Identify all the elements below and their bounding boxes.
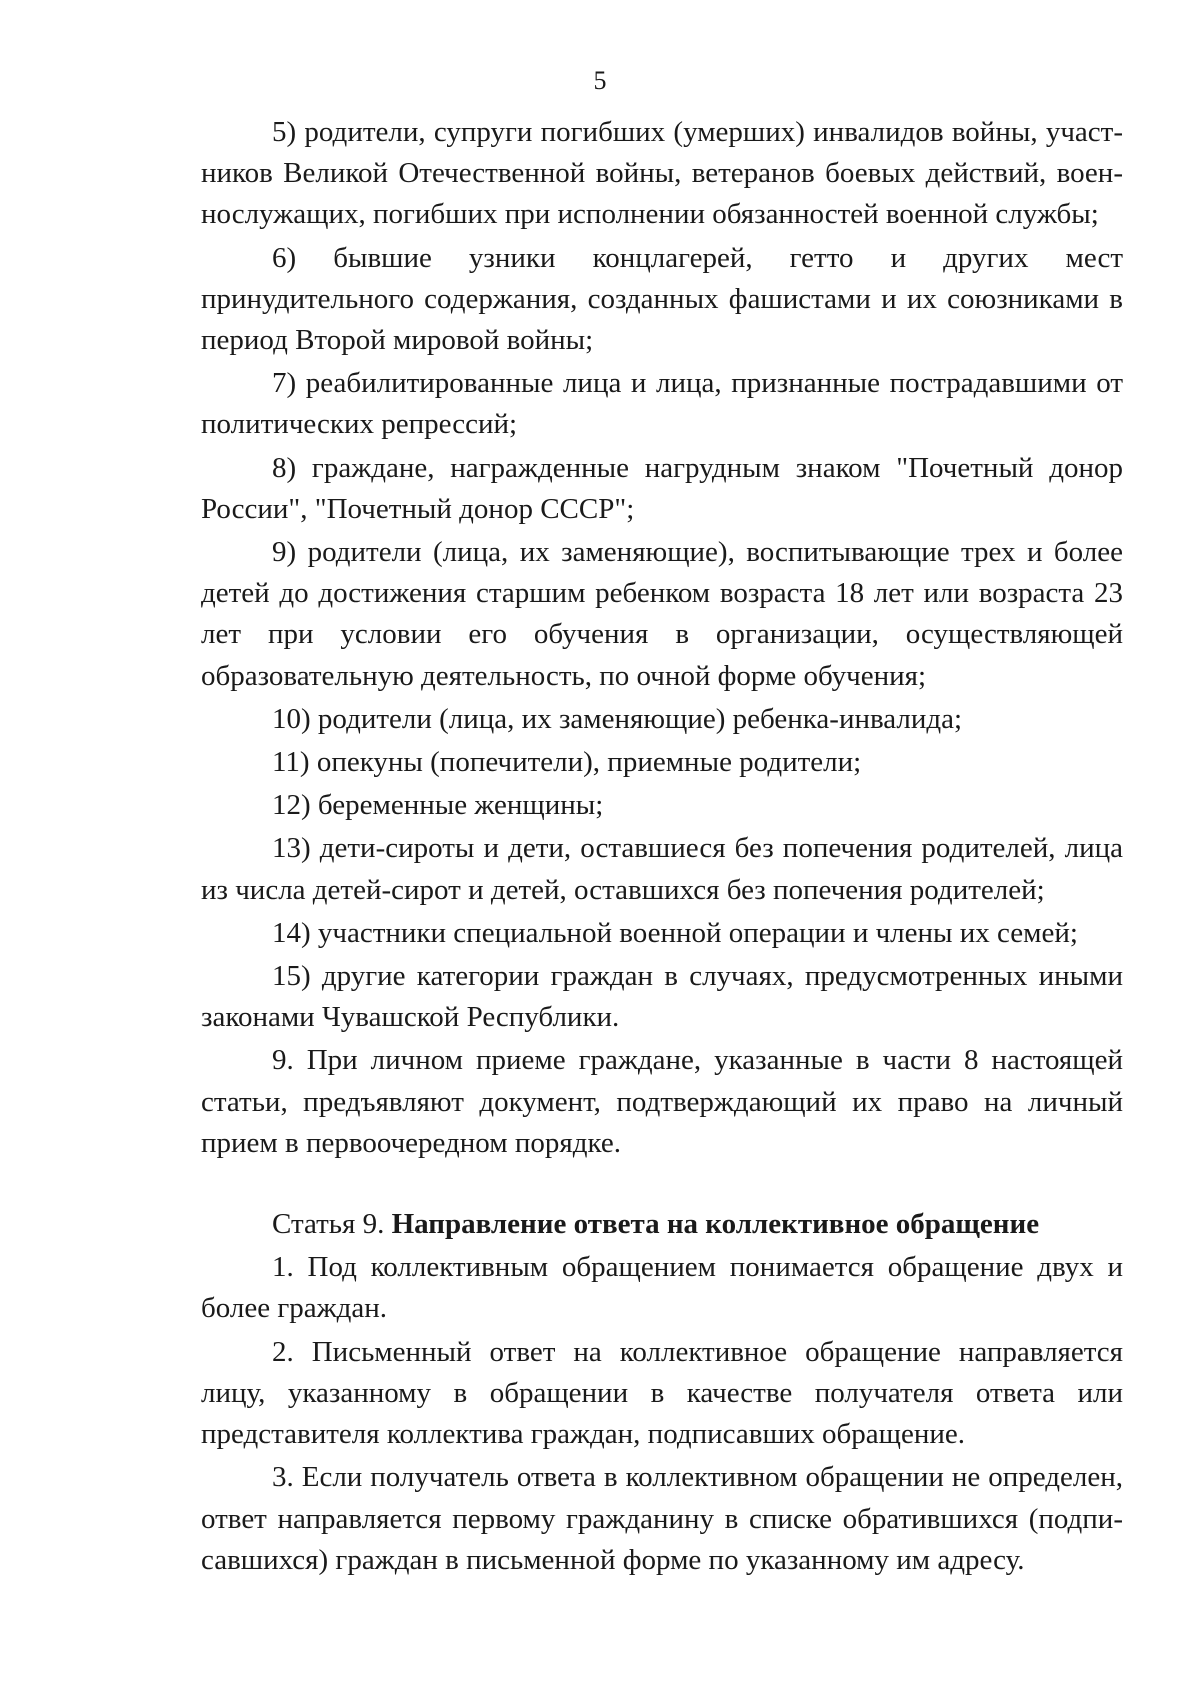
list-item-12: 12) беременные женщины; <box>272 789 604 822</box>
document-body <box>201 112 1123 1581</box>
list-item-8: 8) граждане, награжденные нагрудным знаком "Почетный донор России", "Почетный донор СССР"; <box>201 451 1123 525</box>
page-number: 5 <box>593 66 607 95</box>
list-item-10: 10) родители (лица, их заменяющие) ребенка-инвалида; <box>272 702 963 735</box>
article-part-3: 3. Если получатель ответа в коллективном обращении не определен, ответ направляется первому гражданину в списке обратившихся (подписавшихся) граждан в письменной форме по указанному им адресу. <box>201 1461 1123 1576</box>
list-item-11: 11) опекуны (попечители), приемные родители; <box>272 746 862 779</box>
article-heading <box>201 1204 1123 1245</box>
article-part-2: 2. Письменный ответ на коллективное обращение направляется лицу, указанному в обращении в качестве получателя ответа или представителя коллектива граждан, подписавших обращение. <box>201 1335 1123 1451</box>
list-item-13: 13) дети-сироты и дети, оставшиеся без попечения родителей, лица из числа детей-сирот и детей, оставшихся без попечения родителей; <box>201 832 1123 906</box>
article-label: Статья 9. <box>272 1208 385 1241</box>
part-9-paragraph: 9. При личном приеме граждане, указанные в части 8 настоящей статьи, предъявляют документ, подтверждающий их право на личный прием в первоочередном порядке. <box>201 1044 1123 1159</box>
list-item-9: 9) родители (лица, их заменяющие), воспитывающие трех и более детей до достижения старшим ребенком возраста 18 лет или возраста 23 лет при условии его обучения в организации, осуществляющей образовательную деятельность, по очной форме обучения; <box>201 536 1123 692</box>
list-item-6: 6) бывшие узники концлагерей, гетто и других мест принудительного содержания, созданных фашистами и их союзниками в период Второй мировой войны; <box>201 241 1123 357</box>
list-item-7: 7) реабилитированные лица и лица, признанные пострадавшими от политических репрессий; <box>201 367 1123 441</box>
article-part-1: 1. Под коллективным обращением понимается обращение двух и более граждан. <box>201 1251 1123 1325</box>
list-item-14: 14) участники специальной военной операции и члены их семей; <box>272 916 1078 949</box>
list-item-5: 5) родители, супруги погибших (умерших) инвалидов войны, участников Великой Отечественной войны, ветеранов боевых действий, военнослужащих, погибших при исполнении обязанностей военной службы; <box>201 116 1123 231</box>
article-title: Направление ответа на коллективное обращение <box>391 1208 1040 1241</box>
list-item-15: 15) другие категории граждан в случаях, предусмотренных иными законами Чувашской Республики. <box>201 960 1123 1034</box>
